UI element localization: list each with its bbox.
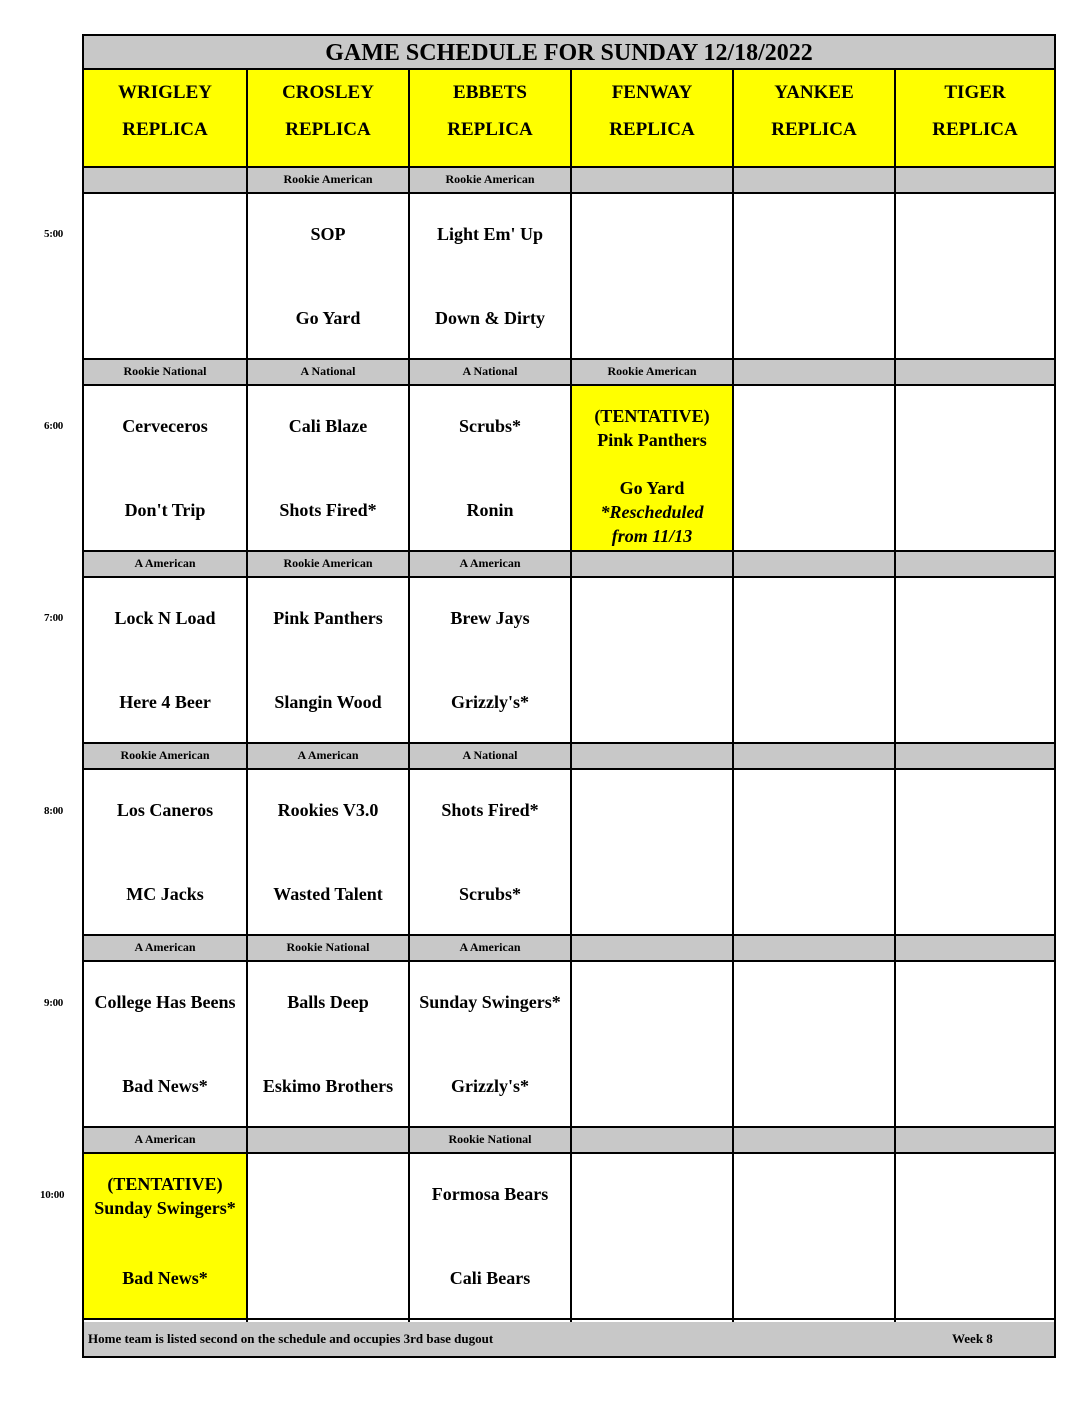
division-label	[734, 360, 894, 386]
field-sub: REPLICA	[285, 119, 371, 140]
away-team: College Has Beens	[94, 992, 236, 1012]
away-team: Los Caneros	[116, 800, 214, 820]
home-team: Bad News*	[122, 1076, 208, 1096]
game-cell	[896, 770, 1054, 936]
division-label	[248, 1128, 408, 1154]
tentative-label: (TENTATIVE)	[107, 1174, 223, 1194]
home-team: MC Jacks	[126, 884, 204, 904]
division-label: Rookie National	[248, 936, 408, 962]
game-cell	[410, 1154, 570, 1320]
field-sub: REPLICA	[447, 119, 533, 140]
division-label: A American	[84, 552, 246, 578]
away-team: Pink Panthers	[273, 608, 383, 628]
game-cell	[248, 194, 408, 360]
division-label	[896, 1128, 1054, 1154]
division-label: A American	[84, 936, 246, 962]
game-cell	[84, 962, 246, 1128]
game-cell	[572, 578, 732, 744]
time-label: 7:00	[44, 612, 63, 624]
home-team: Go Yard	[619, 478, 685, 498]
field-sub: REPLICA	[771, 119, 857, 140]
away-team: Formosa Bears	[431, 1184, 549, 1204]
division-label	[572, 168, 732, 194]
game-cell	[248, 962, 408, 1128]
away-team: Brew Jays	[450, 608, 530, 628]
game-cell	[896, 578, 1054, 744]
division-label	[572, 552, 732, 578]
division-label: Rookie American	[84, 744, 246, 770]
field-name: YANKEE	[774, 82, 854, 103]
field-header	[84, 70, 246, 168]
home-team: Bad News*	[122, 1268, 208, 1288]
game-cell	[410, 578, 570, 744]
away-team: SOP	[310, 224, 346, 244]
field-header	[410, 70, 570, 168]
division-label	[896, 552, 1054, 578]
field-sub: REPLICA	[932, 119, 1018, 140]
home-team: Slangin Wood	[274, 692, 382, 712]
away-team: Pink Panthers	[597, 430, 707, 450]
division-label	[896, 168, 1054, 194]
field-column	[408, 70, 570, 1322]
division-label: Rookie National	[84, 360, 246, 386]
game-cell	[896, 194, 1054, 360]
field-name: TIGER	[944, 82, 1006, 103]
away-team: Shots Fired*	[441, 800, 539, 820]
reschedule-note: from 11/13	[611, 526, 693, 546]
division-label: Rookie American	[410, 168, 570, 194]
division-label: A National	[410, 744, 570, 770]
field-header	[572, 70, 732, 168]
game-cell	[572, 194, 732, 360]
game-cell	[572, 1154, 732, 1320]
game-cell	[410, 770, 570, 936]
time-label: 5:00	[44, 228, 63, 240]
footer-note: Home team is listed second on the schedule and occupies 3rd base dugout	[88, 1331, 494, 1346]
page-title: GAME SCHEDULE FOR SUNDAY 12/18/2022	[84, 36, 1054, 70]
division-label	[572, 936, 732, 962]
game-cell	[84, 578, 246, 744]
game-cell	[734, 770, 894, 936]
field-column	[732, 70, 894, 1322]
field-column	[894, 70, 1054, 1322]
tentative-block	[84, 1172, 246, 1220]
game-cell	[734, 1154, 894, 1320]
game-cell	[572, 962, 732, 1128]
week-label: Week 8	[952, 1331, 993, 1346]
footer-bar	[84, 1322, 1054, 1356]
home-team: Ronin	[466, 500, 514, 520]
time-label: 10:00	[40, 1189, 65, 1201]
home-team: Don't Trip	[124, 500, 206, 520]
game-cell	[410, 194, 570, 360]
division-label: A American	[248, 744, 408, 770]
home-team: Scrubs*	[458, 884, 521, 904]
away-team: Scrubs*	[458, 416, 521, 436]
game-cell	[896, 386, 1054, 552]
schedule-sheet	[82, 34, 1056, 1358]
tentative-label: (TENTATIVE)	[594, 406, 710, 426]
game-cell	[410, 386, 570, 552]
away-team: Sunday Swingers*	[419, 992, 561, 1012]
reschedule-block	[572, 476, 732, 548]
home-team: Wasted Talent	[273, 884, 383, 904]
division-label: A American	[410, 936, 570, 962]
field-header	[248, 70, 408, 168]
division-label	[572, 1128, 732, 1154]
division-label	[896, 360, 1054, 386]
division-label: A American	[410, 552, 570, 578]
game-cell	[410, 962, 570, 1128]
game-cell	[734, 578, 894, 744]
tentative-block	[572, 404, 732, 452]
home-team: Shots Fired*	[279, 500, 377, 520]
division-label: Rookie National	[410, 1128, 570, 1154]
division-label	[84, 168, 246, 194]
field-header	[896, 70, 1054, 168]
division-label: A National	[410, 360, 570, 386]
away-team: Cali Blaze	[288, 416, 368, 436]
away-team: Light Em' Up	[436, 224, 544, 244]
game-cell	[84, 386, 246, 552]
time-label: 8:00	[44, 805, 63, 817]
division-label	[734, 936, 894, 962]
division-label: Rookie American	[248, 168, 408, 194]
game-cell-tentative	[572, 386, 732, 552]
game-cell	[248, 770, 408, 936]
time-label: 9:00	[44, 997, 63, 1009]
division-label	[896, 744, 1054, 770]
field-name: EBBETS	[453, 82, 527, 103]
game-cell	[84, 770, 246, 936]
game-cell	[248, 578, 408, 744]
field-sub: REPLICA	[609, 119, 695, 140]
division-label	[896, 936, 1054, 962]
away-team: Cerveceros	[122, 416, 208, 436]
division-label	[734, 744, 894, 770]
game-cell	[734, 386, 894, 552]
game-cell	[896, 1154, 1054, 1320]
division-label: A National	[248, 360, 408, 386]
home-team: Grizzly's*	[451, 692, 529, 712]
away-team: Lock N Load	[114, 608, 216, 628]
field-name: WRIGLEY	[118, 82, 212, 103]
game-cell	[896, 962, 1054, 1128]
reschedule-note: *Rescheduled	[600, 502, 704, 522]
game-cell	[248, 386, 408, 552]
field-name: CROSLEY	[282, 82, 374, 103]
home-team: Grizzly's*	[451, 1076, 529, 1096]
time-label: 6:00	[44, 420, 63, 432]
home-team: Down & Dirty	[435, 308, 545, 328]
home-team: Eskimo Brothers	[262, 1076, 394, 1096]
division-label	[572, 744, 732, 770]
away-team: Sunday Swingers*	[94, 1198, 236, 1218]
field-name: FENWAY	[611, 82, 693, 103]
time-column	[0, 0, 82, 1408]
game-cell	[248, 1154, 408, 1320]
game-cell-tentative	[84, 1154, 246, 1320]
division-label: A American	[84, 1128, 246, 1154]
game-cell	[572, 770, 732, 936]
field-column	[246, 70, 408, 1322]
division-label	[734, 1128, 894, 1154]
field-column	[84, 70, 246, 1322]
home-team: Go Yard	[295, 308, 361, 328]
field-sub: REPLICA	[122, 119, 208, 140]
division-label	[734, 168, 894, 194]
game-cell	[734, 194, 894, 360]
home-team: Cali Bears	[449, 1268, 531, 1288]
away-team: Balls Deep	[287, 992, 369, 1012]
game-cell	[734, 962, 894, 1128]
division-label: Rookie American	[248, 552, 408, 578]
division-label: Rookie American	[572, 360, 732, 386]
game-cell	[84, 194, 246, 360]
field-column	[570, 70, 732, 1322]
division-label	[734, 552, 894, 578]
field-header	[734, 70, 894, 168]
home-team: Here 4 Beer	[119, 692, 211, 712]
away-team: Rookies V3.0	[277, 800, 379, 820]
